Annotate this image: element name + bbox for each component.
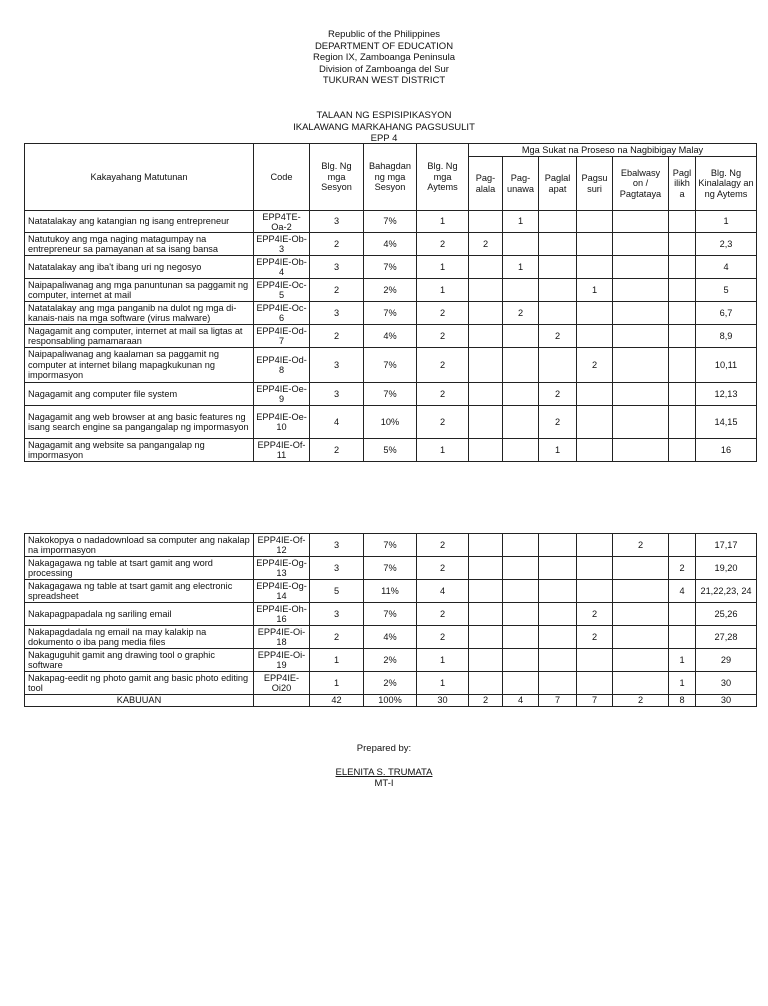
cell-evaluate: 2 [613,534,669,557]
table-row [25,383,757,406]
table-row [25,256,757,279]
header-department: DEPARTMENT OF EDUCATION [314,40,454,52]
col-apply: Paglal apat [539,157,577,211]
cell-analyze [577,672,613,695]
cell-placement: 14,15 [696,406,757,439]
total-placement: 30 [696,695,757,707]
cell-items: 1 [417,256,469,279]
cell-sessions: 3 [310,348,364,383]
cell-analyze [577,534,613,557]
cell-apply: 2 [539,406,577,439]
cell-code: EPP4IE-Oe-9 [254,383,310,406]
cell-code: EPP4IE-Oe-10 [254,406,310,439]
cell-understand: 1 [503,211,539,233]
cell-understand [503,406,539,439]
cell-sessions: 4 [310,406,364,439]
cell-apply [539,302,577,325]
cell-sessions: 3 [310,211,364,233]
spec-table-part2 [24,533,757,707]
cell-items: 1 [417,211,469,233]
cell-sessions: 2 [310,439,364,462]
cell-evaluate [613,603,669,626]
cell-placement: 5 [696,279,757,302]
cell-code: EPP4IE-Oi-18 [254,626,310,649]
cell-create [669,348,696,383]
cell-remember [469,672,503,695]
cell-apply: 2 [539,325,577,348]
cell-remember [469,603,503,626]
cell-understand [503,603,539,626]
table-row [25,649,757,672]
cell-code: EPP4IE-Of-12 [254,534,310,557]
cell-items: 1 [417,279,469,302]
cell-percent: 7% [364,534,417,557]
cell-analyze [577,383,613,406]
cell-analyze [577,406,613,439]
cell-analyze [577,302,613,325]
cell-create [669,325,696,348]
cell-percent: 7% [364,256,417,279]
cell-code: EPP4IE-Og-14 [254,580,310,603]
cell-placement: 10,11 [696,348,757,383]
cell-analyze [577,211,613,233]
table-row [25,672,757,695]
cell-competency: Naipapaliwanag ang mga panuntunan sa paggamit ng computer, internet at mail [25,279,254,302]
cell-items: 1 [417,672,469,695]
cell-create [669,439,696,462]
cell-apply [539,256,577,279]
cell-analyze [577,233,613,256]
cell-competency: Nakapag-eedit ng photo gamit ang basic photo editing tool [25,672,254,695]
cell-competency: Natatalakay ang katangian ng isang entrepreneur [25,211,254,233]
cell-apply [539,603,577,626]
cell-competency: Natatalakay ang mga panganib na dulot ng mga di-kanais-nais na mga software (virus malware) [25,302,254,325]
cell-items: 2 [417,348,469,383]
cell-items: 2 [417,233,469,256]
cell-sessions: 3 [310,557,364,580]
cell-sessions: 2 [310,325,364,348]
cell-items: 2 [417,325,469,348]
cell-analyze: 2 [577,626,613,649]
cell-evaluate [613,439,669,462]
cell-items: 2 [417,406,469,439]
cell-placement: 17,17 [696,534,757,557]
cell-remember [469,626,503,649]
cell-placement: 21,22,23, 24 [696,580,757,603]
cell-items: 4 [417,580,469,603]
table-row [25,603,757,626]
col-sessions: Blg. Ng mga Sesyon [310,144,364,211]
cell-understand: 1 [503,256,539,279]
cell-understand [503,348,539,383]
total-create: 8 [669,695,696,707]
table-row [25,580,757,603]
cell-remember [469,580,503,603]
cell-percent: 2% [364,672,417,695]
cell-understand [503,383,539,406]
cell-placement: 6,7 [696,302,757,325]
cell-sessions: 5 [310,580,364,603]
cell-sessions: 3 [310,256,364,279]
cell-apply [539,580,577,603]
table-row [25,348,757,383]
cell-remember [469,649,503,672]
cell-analyze: 2 [577,348,613,383]
cell-create [669,279,696,302]
table-row [25,302,757,325]
cell-code: EPP4IE-Oh-16 [254,603,310,626]
cell-code: EPP4IE-Oc-5 [254,279,310,302]
cell-evaluate [613,325,669,348]
cell-items: 1 [417,649,469,672]
cell-code: EPP4IE-Ob-3 [254,233,310,256]
cell-apply [539,649,577,672]
spec-table-part1 [24,143,757,462]
cell-apply [539,211,577,233]
cell-understand [503,325,539,348]
cell-placement: 27,28 [696,626,757,649]
header-division: Division of Zamboanga del Sur [319,63,449,75]
table-row [25,325,757,348]
cell-percent: 10% [364,406,417,439]
cell-remember [469,302,503,325]
cell-evaluate [613,348,669,383]
table-row [25,557,757,580]
cell-understand [503,580,539,603]
cell-create [669,406,696,439]
cell-items: 2 [417,626,469,649]
cell-evaluate [613,626,669,649]
cell-percent: 2% [364,279,417,302]
cell-evaluate [613,649,669,672]
cell-understand [503,557,539,580]
header-republic: Republic of the Philippines [328,29,440,40]
cell-competency: Nagagamit ang computer, internet at mail sa ligtas at responsabling pamamaraan [25,325,254,348]
cell-placement: 4 [696,256,757,279]
total-sessions: 42 [310,695,364,707]
cell-create: 2 [669,557,696,580]
cell-code: EPP4IE-Ob-4 [254,256,310,279]
table-row [25,439,757,462]
school-header [0,29,768,87]
total-row [25,695,757,707]
cell-remember [469,439,503,462]
cell-understand [503,672,539,695]
cell-competency: Nakagagawa ng table at tsart gamit ang electronic spreadsheet [25,580,254,603]
col-analyze: Pagsu suri [577,157,613,211]
cell-code: EPP4IE-Od-7 [254,325,310,348]
cell-code: EPP4IE-Og-13 [254,557,310,580]
cell-analyze [577,649,613,672]
col-items: Blg. Ng mga Aytems [417,144,469,211]
total-apply: 7 [539,695,577,707]
cell-competency: Nakokopya o nadadownload sa computer ang nakalap na impormasyon [25,534,254,557]
cell-code: EPP4IE-Oi-19 [254,649,310,672]
cell-understand [503,439,539,462]
cell-create [669,534,696,557]
cell-analyze: 1 [577,279,613,302]
cell-analyze [577,557,613,580]
cell-evaluate [613,406,669,439]
cell-evaluate [613,672,669,695]
cell-evaluate [613,383,669,406]
prepared-by-label: Prepared by: [356,743,412,754]
cell-sessions: 3 [310,534,364,557]
title-line2: IKALAWANG MARKAHANG PAGSUSULIT [293,121,475,133]
cell-evaluate [613,256,669,279]
cell-placement: 16 [696,439,757,462]
table-row [25,233,757,256]
cell-percent: 2% [364,649,417,672]
cell-evaluate [613,580,669,603]
cell-placement: 30 [696,672,757,695]
cell-analyze [577,256,613,279]
table-row [25,406,757,439]
cell-apply [539,348,577,383]
cell-evaluate [613,302,669,325]
cell-remember [469,557,503,580]
cell-code: EPP4IE-Od-8 [254,348,310,383]
cell-code: EPP4TE-Oa-2 [254,211,310,233]
col-code: Code [254,144,310,211]
cell-items: 2 [417,383,469,406]
cell-items: 1 [417,439,469,462]
cell-sessions: 3 [310,302,364,325]
cell-competency: Natutukoy ang mga naging matagumpay na entrepreneur sa pamayanan at sa isang bansa [25,233,254,256]
cell-percent: 7% [364,302,417,325]
cell-analyze: 2 [577,603,613,626]
cell-competency: Nagagamit ang computer file system [25,383,254,406]
cell-competency: Nakapagdadala ng email na may kalakip na dokumento o iba pang media files [25,626,254,649]
cell-items: 2 [417,534,469,557]
cell-percent: 5% [364,439,417,462]
cell-placement: 2,3 [696,233,757,256]
col-placement: Blg. Ng Kinalalagy an ng Aytems [696,157,757,211]
cell-analyze [577,580,613,603]
title-line1: TALAAN NG ESPISIPIKASYON [316,110,452,121]
cell-remember [469,256,503,279]
table-row [25,279,757,302]
total-remember: 2 [469,695,503,707]
cell-competency: Natatalakay ang iba't ibang uri ng negosyo [25,256,254,279]
cell-placement: 25,26 [696,603,757,626]
cell-percent: 7% [364,348,417,383]
cell-understand [503,626,539,649]
document-title [0,110,768,145]
cell-percent: 7% [364,211,417,233]
cell-code: EPP4IE-Oi20 [254,672,310,695]
cell-sessions: 2 [310,626,364,649]
cell-placement: 12,13 [696,383,757,406]
cell-percent: 7% [364,557,417,580]
cell-sessions: 2 [310,233,364,256]
preparer-position: MT-I [374,778,394,789]
cell-competency: Naipapaliwanag ang kaalaman sa paggamit ng computer at internet bilang mapagkukunan ng impormasyon [25,348,254,383]
cell-competency: Nagagamit ang website sa pangangalap ng impormasyon [25,439,254,462]
col-competency: Kakayahang Matutunan [25,144,254,211]
cell-create [669,603,696,626]
total-analyze: 7 [577,695,613,707]
cell-remember [469,383,503,406]
col-percent: Bahagdan ng mga Sesyon [364,144,417,211]
table-row [25,534,757,557]
cell-apply [539,279,577,302]
cell-create [669,233,696,256]
signature-block [0,743,768,790]
cell-competency: Nakagagawa ng table at tsart gamit ang word processing [25,557,254,580]
cell-sessions: 1 [310,672,364,695]
cell-understand: 2 [503,302,539,325]
header-district: TUKURAN WEST DISTRICT [322,75,446,86]
cell-apply: 2 [539,383,577,406]
cell-create [669,383,696,406]
cell-understand [503,649,539,672]
cell-competency: Nakapagpapadala ng sariling email [25,603,254,626]
cell-sessions: 2 [310,279,364,302]
total-percent: 100% [364,695,417,707]
cell-items: 2 [417,557,469,580]
cell-competency: Nagagamit ang web browser at ang basic features ng isang search engine sa pangangalap ng impormasyon [25,406,254,439]
total-items: 30 [417,695,469,707]
preparer-name: ELENITA S. TRUMATA [335,766,433,778]
cell-create [669,211,696,233]
cell-understand [503,233,539,256]
cell-evaluate [613,557,669,580]
cell-remember [469,325,503,348]
cell-percent: 7% [364,383,417,406]
cell-apply [539,672,577,695]
cell-code: EPP4IE-Oc-6 [254,302,310,325]
cell-code: EPP4IE-Of-11 [254,439,310,462]
cell-create: 1 [669,649,696,672]
cell-understand [503,534,539,557]
cell-placement: 8,9 [696,325,757,348]
col-group-process: Mga Sukat na Proseso na Nagbibigay Malay [469,144,757,157]
cell-percent: 4% [364,325,417,348]
cell-items: 2 [417,302,469,325]
cell-placement: 19,20 [696,557,757,580]
cell-create: 1 [669,672,696,695]
cell-remember [469,534,503,557]
col-evaluate: Ebalwasy on / Pagtataya [613,157,669,211]
cell-percent: 4% [364,233,417,256]
cell-remember [469,348,503,383]
table-row [25,626,757,649]
cell-remember [469,406,503,439]
header-region: Region IX, Zamboanga Peninsula [312,52,456,63]
col-remember: Pag- alala [469,157,503,211]
cell-evaluate [613,211,669,233]
cell-analyze [577,439,613,462]
total-code [254,695,310,707]
cell-analyze [577,325,613,348]
cell-percent: 4% [364,626,417,649]
cell-remember: 2 [469,233,503,256]
total-understand: 4 [503,695,539,707]
cell-create [669,626,696,649]
cell-apply [539,626,577,649]
table-row [25,211,757,233]
cell-percent: 7% [364,603,417,626]
cell-evaluate [613,279,669,302]
col-create: Pagl ilikh a [669,157,696,211]
cell-apply: 1 [539,439,577,462]
title-line3: EPP 4 [370,133,398,144]
cell-remember [469,279,503,302]
cell-remember [469,211,503,233]
cell-apply [539,534,577,557]
cell-competency: Nakaguguhit gamit ang drawing tool o graphic software [25,649,254,672]
cell-sessions: 3 [310,383,364,406]
cell-evaluate [613,233,669,256]
cell-sessions: 3 [310,603,364,626]
cell-percent: 11% [364,580,417,603]
cell-placement: 29 [696,649,757,672]
cell-sessions: 1 [310,649,364,672]
cell-create: 4 [669,580,696,603]
cell-apply [539,557,577,580]
cell-apply [539,233,577,256]
col-understand: Pag- unawa [503,157,539,211]
cell-placement: 1 [696,211,757,233]
cell-understand [503,279,539,302]
total-evaluate: 2 [613,695,669,707]
cell-create [669,256,696,279]
cell-create [669,302,696,325]
total-competency: KABUUAN [25,695,254,707]
cell-items: 2 [417,603,469,626]
